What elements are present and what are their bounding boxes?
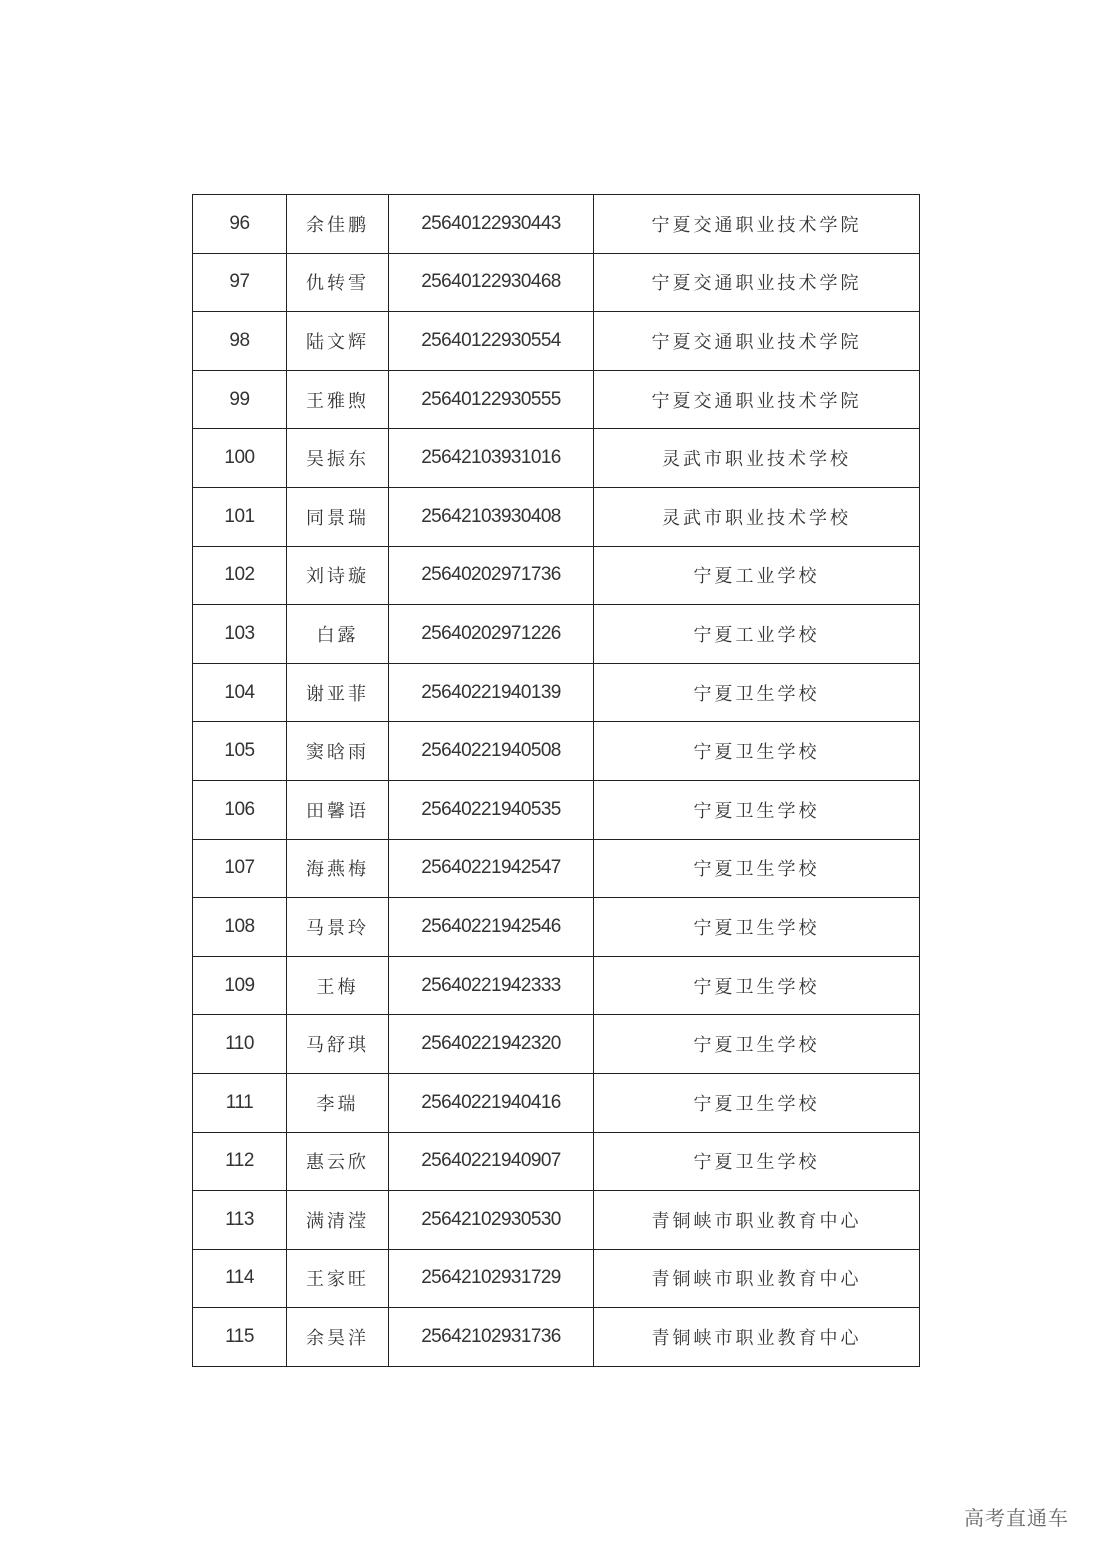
exam-id-cell: 25640221940508 xyxy=(389,722,594,781)
exam-id-cell: 25642102931729 xyxy=(389,1249,594,1308)
exam-id-cell: 25640122930555 xyxy=(389,370,594,429)
table-row xyxy=(193,1015,920,1074)
exam-id-cell: 25642102931736 xyxy=(389,1308,594,1367)
school-name-cell: 青铜峡市职业教育中心 xyxy=(594,1308,920,1367)
row-number-cell: 108 xyxy=(193,898,287,957)
school-name-cell: 宁夏卫生学校 xyxy=(594,1015,920,1074)
table-row xyxy=(193,1308,920,1367)
school-name-cell: 青铜峡市职业教育中心 xyxy=(594,1249,920,1308)
row-number-cell: 98 xyxy=(193,312,287,371)
row-number-cell: 115 xyxy=(193,1308,287,1367)
watermark-text: 高考直通车 xyxy=(964,1506,1069,1530)
student-name-cell: 窦晗雨 xyxy=(287,722,389,781)
student-name-cell: 马舒琪 xyxy=(287,1015,389,1074)
table-row xyxy=(193,546,920,605)
school-name-cell: 灵武市职业技术学校 xyxy=(594,487,920,546)
row-number-cell: 112 xyxy=(193,1132,287,1191)
student-name-cell: 陆文辉 xyxy=(287,312,389,371)
table-row xyxy=(193,663,920,722)
student-name-cell: 白露 xyxy=(287,605,389,664)
row-number-cell: 99 xyxy=(193,370,287,429)
student-name-cell: 惠云欣 xyxy=(287,1132,389,1191)
table-row xyxy=(193,1249,920,1308)
exam-id-cell: 25640221940139 xyxy=(389,663,594,722)
exam-id-cell: 25640202971226 xyxy=(389,605,594,664)
school-name-cell: 宁夏卫生学校 xyxy=(594,839,920,898)
student-name-cell: 谢亚菲 xyxy=(287,663,389,722)
row-number-cell: 96 xyxy=(193,195,287,254)
row-number-cell: 103 xyxy=(193,605,287,664)
row-number-cell: 100 xyxy=(193,429,287,488)
school-name-cell: 宁夏交通职业技术学院 xyxy=(594,195,920,254)
school-name-cell: 宁夏卫生学校 xyxy=(594,663,920,722)
table-row xyxy=(193,722,920,781)
table-row xyxy=(193,1191,920,1250)
table-row xyxy=(193,605,920,664)
school-name-cell: 宁夏卫生学校 xyxy=(594,898,920,957)
exam-id-cell: 25640221942547 xyxy=(389,839,594,898)
row-number-cell: 109 xyxy=(193,956,287,1015)
exam-id-cell: 25640221942320 xyxy=(389,1015,594,1074)
exam-id-cell: 25640221940416 xyxy=(389,1073,594,1132)
exam-id-cell: 25640221942546 xyxy=(389,898,594,957)
school-name-cell: 宁夏卫生学校 xyxy=(594,1132,920,1191)
row-number-cell: 110 xyxy=(193,1015,287,1074)
student-name-cell: 马景玲 xyxy=(287,898,389,957)
exam-id-cell: 25640221940907 xyxy=(389,1132,594,1191)
table-row xyxy=(193,1132,920,1191)
row-number-cell: 101 xyxy=(193,487,287,546)
row-number-cell: 106 xyxy=(193,780,287,839)
table-row xyxy=(193,898,920,957)
table-row xyxy=(193,370,920,429)
student-list-table xyxy=(192,194,920,1367)
exam-id-cell: 25642102930530 xyxy=(389,1191,594,1250)
student-name-cell: 余昊洋 xyxy=(287,1308,389,1367)
row-number-cell: 111 xyxy=(193,1073,287,1132)
row-number-cell: 113 xyxy=(193,1191,287,1250)
student-name-cell: 吴振东 xyxy=(287,429,389,488)
row-number-cell: 105 xyxy=(193,722,287,781)
school-name-cell: 青铜峡市职业教育中心 xyxy=(594,1191,920,1250)
table-row xyxy=(193,487,920,546)
row-number-cell: 102 xyxy=(193,546,287,605)
row-number-cell: 97 xyxy=(193,253,287,312)
student-name-cell: 田馨语 xyxy=(287,780,389,839)
exam-id-cell: 25640221940535 xyxy=(389,780,594,839)
table-row xyxy=(193,195,920,254)
row-number-cell: 107 xyxy=(193,839,287,898)
student-name-cell: 王梅 xyxy=(287,956,389,1015)
table-row xyxy=(193,839,920,898)
exam-id-cell: 25640202971736 xyxy=(389,546,594,605)
table-row xyxy=(193,429,920,488)
school-name-cell: 宁夏卫生学校 xyxy=(594,956,920,1015)
table-row xyxy=(193,253,920,312)
student-name-cell: 海燕梅 xyxy=(287,839,389,898)
row-number-cell: 114 xyxy=(193,1249,287,1308)
table-row xyxy=(193,956,920,1015)
exam-id-cell: 25640122930554 xyxy=(389,312,594,371)
table-row xyxy=(193,780,920,839)
student-name-cell: 王家旺 xyxy=(287,1249,389,1308)
school-name-cell: 宁夏交通职业技术学院 xyxy=(594,312,920,371)
student-name-cell: 李瑞 xyxy=(287,1073,389,1132)
exam-id-cell: 25642103931016 xyxy=(389,429,594,488)
school-name-cell: 宁夏交通职业技术学院 xyxy=(594,253,920,312)
row-number-cell: 104 xyxy=(193,663,287,722)
school-name-cell: 宁夏卫生学校 xyxy=(594,1073,920,1132)
student-name-cell: 王雅煦 xyxy=(287,370,389,429)
school-name-cell: 宁夏交通职业技术学院 xyxy=(594,370,920,429)
exam-id-cell: 25640122930443 xyxy=(389,195,594,254)
table-row xyxy=(193,312,920,371)
student-name-cell: 满清滢 xyxy=(287,1191,389,1250)
student-name-cell: 仇转雪 xyxy=(287,253,389,312)
school-name-cell: 宁夏工业学校 xyxy=(594,546,920,605)
student-name-cell: 同景瑞 xyxy=(287,487,389,546)
student-name-cell: 余佳鹏 xyxy=(287,195,389,254)
table-body xyxy=(193,195,920,1367)
school-name-cell: 宁夏卫生学校 xyxy=(594,780,920,839)
exam-id-cell: 25642103930408 xyxy=(389,487,594,546)
table-row xyxy=(193,1073,920,1132)
exam-id-cell: 25640221942333 xyxy=(389,956,594,1015)
school-name-cell: 灵武市职业技术学校 xyxy=(594,429,920,488)
school-name-cell: 宁夏卫生学校 xyxy=(594,722,920,781)
school-name-cell: 宁夏工业学校 xyxy=(594,605,920,664)
exam-id-cell: 25640122930468 xyxy=(389,253,594,312)
student-name-cell: 刘诗璇 xyxy=(287,546,389,605)
